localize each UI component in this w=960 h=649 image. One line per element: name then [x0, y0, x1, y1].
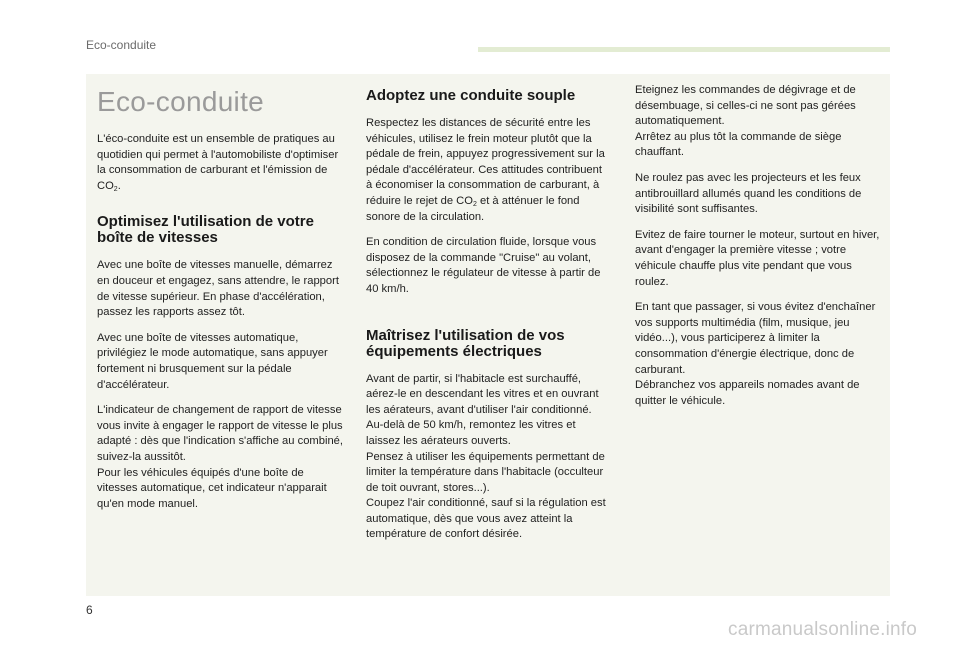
gear-indicator-paragraph: L'indicateur de changement de rapport de vitesse vous invite à engager le rapport de vitesse le plus adapté : dès que l'indication s'affiche au combiné, suivez-la aussitôt. Pour les véhicules équipés d'une boîte de vitesses automatique, cet indicateur n'apparait qu'en mode manuel. [97, 404, 344, 510]
smooth-driving-paragraph: Respectez les distances de sécurité entre les véhicules, utilisez le frein moteur plutôt que la pédale de frein, appuyez progressivement sur la pédale d'accélérateur. Ces attitudes contribuent à économiser la consommation de carburant, à réduire le rejet de $CO_2$ et à atténuer le fond sonore de la circulation. [366, 117, 605, 223]
gearbox-manual-paragraph: Avec une boîte de vitesses manuelle, démarrez en douceur et engagez, sans attendre, le rapport de vitesse supérieur. En phase d'accélération, passez les rapports assez tôt. [97, 259, 339, 319]
lights-paragraph: Ne roulez pas avec les projecteurs et les feux antibrouillard allumés quand les conditions de visibilité sont suffisantes. [635, 171, 862, 216]
page-title: Eco-conduite [97, 86, 265, 117]
intro-paragraph: L'éco-conduite est un ensemble de pratiques au quotidien qui permet à l'automobiliste d'optimiser la consommation de carburant et l'émission de $CO_2$. [97, 133, 339, 193]
heading-electrical-equipment: Maîtrisez l'utilisation de vos équipements électriques [366, 326, 565, 360]
page-number: 6 [86, 603, 93, 617]
running-header: Eco-conduite [86, 38, 157, 52]
header-accent-bar [478, 47, 890, 52]
heading-gearbox: Optimisez l'utilisation de votre boîte de vitesses [97, 213, 314, 247]
column-left [97, 84, 347, 522]
heading-smooth-driving: Adoptez une conduite souple [366, 87, 576, 104]
multimedia-paragraph: En tant que passager, si vous évitez d'enchaîner vos supports multimédia (film, musique, jeu vidéo...), vous participerez à limiter la consommation d'énergie électrique, donc de carburant. Débranchez vos appareils nomades avant de quitter le véhicule. [635, 301, 876, 407]
watermark: carmanualsonline.info [728, 619, 918, 640]
engine-idle-paragraph: Evitez de faire tourner le moteur, surtout en hiver, avant d'engager la première vitesse ; votre véhicule chauffe plus vite pendant que vous roulez. [635, 228, 880, 288]
column-middle [366, 88, 611, 553]
cruise-paragraph: En condition de circulation fluide, lorsque vous disposez de la commande "Cruise" au volant, sélectionnez le régulateur de vitesse à partir de 40 km/h. [366, 236, 601, 295]
column-right [635, 83, 881, 419]
content-panel [86, 74, 890, 596]
electrical-paragraph: Avant de partir, si l'habitacle est surchauffé, aérez-le en descendant les vitres et en ouvrant les aérateurs, avant d'utiliser l'air conditionné. Au-delà de 50 km/h, remontez les vitres et laissez les aérateurs ouverts. Pensez à utiliser les équipements permettant de limiter la température dans l'habitacle (occulteur de toit ouvrant, stores...). Coupez l'air conditionné, sauf si la régulation est automatique, dès que vous avez atteint la température de confort désirée. [366, 372, 606, 541]
gearbox-auto-paragraph: Avec une boîte de vitesses automatique, privilégiez le mode automatique, sans appuyer fortement ni brusquement sur la pédale d'accélérateur. [97, 331, 328, 391]
defrost-paragraph: Eteignez les commandes de dégivrage et de désembuage, si celles-ci ne sont pas gérées automatiquement. Arrêtez au plus tôt la commande de siège chauffant. [635, 84, 856, 159]
